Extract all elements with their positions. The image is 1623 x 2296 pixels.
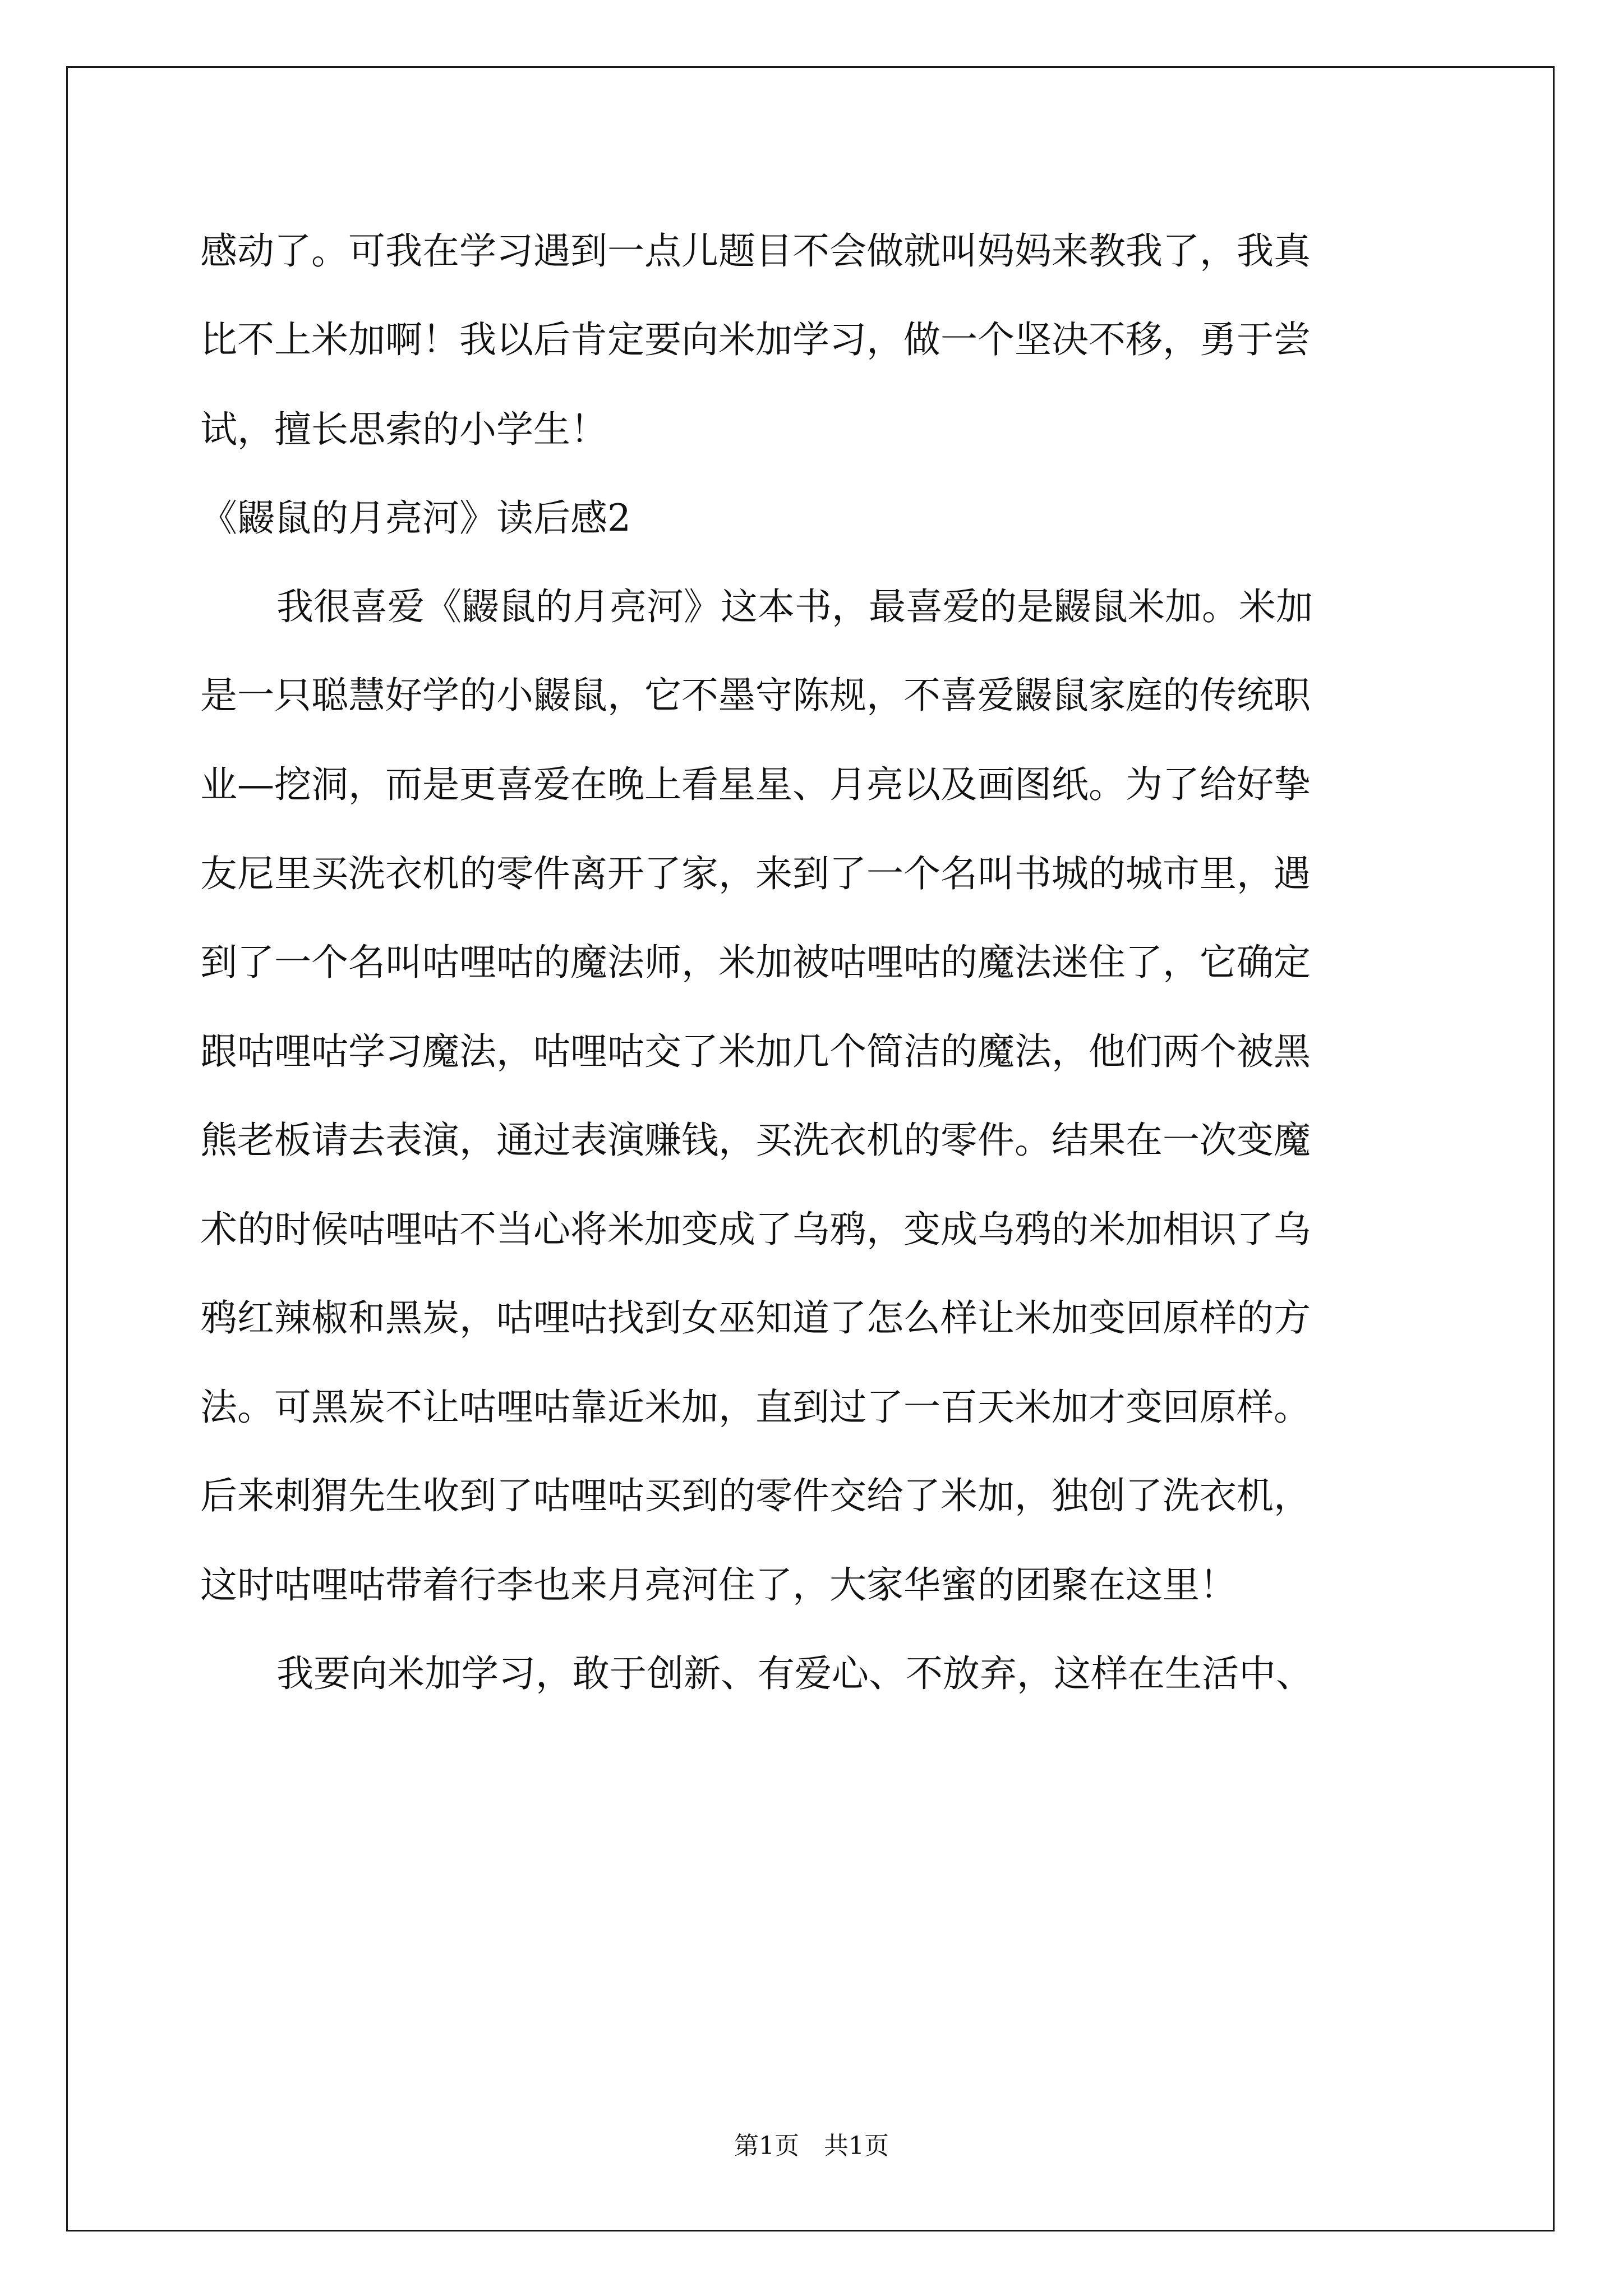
body-text-line: 业—挖洞，而是更喜爱在晚上看星星、月亮以及画图纸。为了给好挚: [200, 763, 1311, 806]
body-text-line: 我很喜爱《鼹鼠的月亮河》这本书，最喜爱的是鼹鼠米加。米加: [276, 585, 1313, 628]
section-heading: 《鼹鼠的月亮河》读后感2: [200, 496, 631, 540]
body-text-line: 友尼里买洗衣机的零件离开了家，来到了一个名叫书城的城市里，遇: [200, 852, 1311, 895]
body-text-line: 试，擅长思索的小学生！: [200, 408, 607, 451]
body-text-line: 是一只聪慧好学的小鼹鼠，它不墨守陈规，不喜爱鼹鼠家庭的传统职: [200, 674, 1311, 717]
body-text-line: 法。可黑炭不让咕哩咕靠近米加，直到过了一百天米加才变回原样。: [200, 1386, 1311, 1429]
body-text-line: 鸦红辣椒和黑炭，咕哩咕找到女巫知道了怎么样让米加变回原样的方: [200, 1296, 1311, 1340]
page-number-footer: 第1页 共1页: [734, 2132, 889, 2160]
body-text-line: 到了一个名叫咕哩咕的魔法师，米加被咕哩咕的魔法迷住了，它确定: [200, 941, 1311, 984]
body-text-line: 我要向米加学习，敢于创新、有爱心、不放弃，这样在生活中、: [276, 1652, 1313, 1695]
body-text-line: 后来刺猬先生收到了咕哩咕买到的零件交给了米加，独创了洗衣机，: [200, 1474, 1311, 1517]
body-text-line: 这时咕哩咕带着行李也来月亮河住了，大家华蜜的团聚在这里！: [200, 1563, 1237, 1607]
body-text-line: 术的时候咕哩咕不当心将米加变成了乌鸦，变成乌鸦的米加相识了乌: [200, 1208, 1311, 1251]
body-text-line: 跟咕哩咕学习魔法，咕哩咕交了米加几个简洁的魔法，他们两个被黑: [200, 1030, 1311, 1073]
body-text-line: 比不上米加啊！我以后肯定要向米加学习，做一个坚决不移，勇于尝: [200, 318, 1311, 361]
body-text-line: 熊老板请去表演，通过表演赚钱，买洗衣机的零件。结果在一次变魔: [200, 1119, 1311, 1162]
body-text-line: 感动了。可我在学习遇到一点儿题目不会做就叫妈妈来教我了，我真: [200, 229, 1311, 273]
